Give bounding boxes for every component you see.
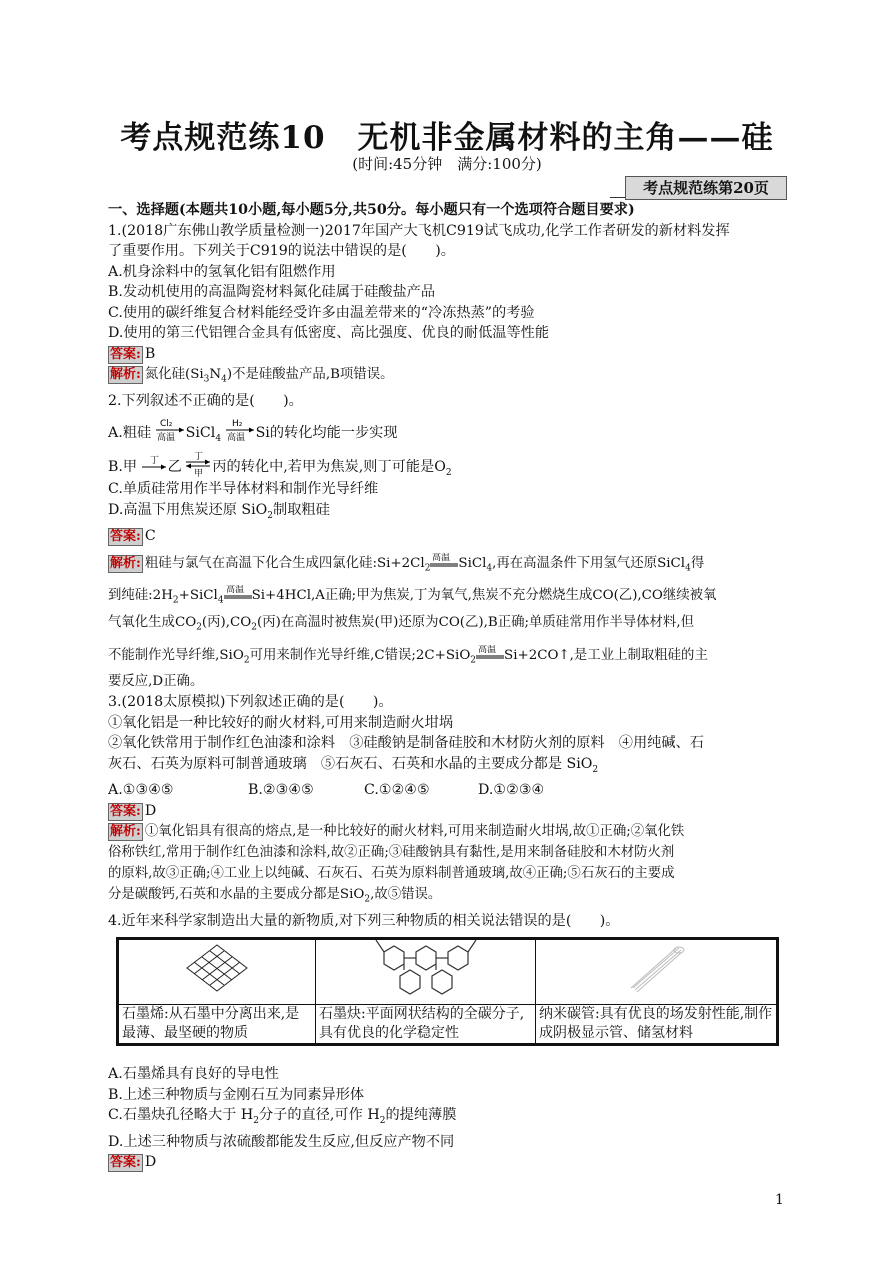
tag-underline [610,197,626,198]
svg-text:丁: 丁 [149,456,159,467]
reaction-arrow-icon [156,419,186,443]
q3-option-c: C.①②④⑤ [364,782,430,799]
answer-label: 答案: [110,346,141,362]
answer-label: 答案: [110,529,141,544]
q4-answer: 答案: D [110,1154,157,1171]
q2-stem: 2.下列叙述不正确的是( )。 [108,392,303,409]
q3-explanation: 解析: ①氧化铝具有很高的熔点,是一种比较好的耐火材料,可用来制造耐火坩埚,故①正确;②氧化铁 俗称铁红,常用于制作红色油漆和涂料,故②正确;③硅酸钠具有黏性,是用来制备硅胶和木材防火剂 的原料,故③正确;④工业上以纯碱、石灰石、石英为原料制普通玻璃,故④正确;⑤石灰石的主要成 分是碳酸钙,石英和水晶的主要成分都是SiO$_2$,故⑤错误。 [108,824,685,905]
q1-option-d: D.使用的第三代铝锂合金具有低密度、高比强度、优良的耐低温等性能 [108,325,550,341]
q4-option-d: D.上述三种物质与浓硫酸都能发生反应,但反应产物不同 [108,1133,455,1150]
svg-text:高温: 高温 [225,585,244,596]
svg-text:H₂: H₂ [231,419,242,430]
graphyne-icon [374,940,478,998]
page-tag: 考点规范练第20页 [625,176,787,200]
q4-option-b: B.上述三种物质与金刚石互为同素异形体 [108,1086,365,1103]
q2-answer: 答案: C [110,528,156,544]
q1-option-c: C.使用的碳纤维复合材料能经受许多由温差带来的“冷冻热蒸”的考验 [108,304,535,321]
q3-statement-1: ①氧化铝是一种比较好的耐火材料,可用来制造耐火坩埚 [108,714,454,731]
q2-option-d: D.高温下用焦炭还原 SiO$_2$制取粗硅 [108,501,330,521]
page-subtitle: (时间:45分钟 满分:100分) [352,155,542,173]
q4-stem: 4.近年来科学家制造出大量的新物质,对下列三种物质的相关说法错误的是( )。 [108,912,620,929]
svg-text:甲: 甲 [194,469,204,478]
svg-text:高温: 高温 [432,552,451,563]
svg-text:高温: 高温 [226,433,245,444]
graphyne-image [316,939,536,1005]
reaction-arrow-icon [142,455,168,475]
q1-option-a: A.机身涂料中的氢氧化铝有阻燃作用 [108,263,336,280]
q2-option-a: A.粗硅 Cl₂ 高温 SiCl$_4$ H₂ 高温 Si的转化均能一步实现 [108,419,398,444]
q3-stem: 3.(2018太原模拟)下列叙述正确的是( )。 [108,694,393,711]
q1-option-b: B.发动机使用的高温陶瓷材料氮化硅属于硅酸盐产品 [108,284,436,300]
svg-text:高温: 高温 [156,433,175,444]
page-title: 考点规范练10 无机非金属材料的主角——硅 [120,120,774,156]
reaction-arrow-icon [226,419,256,443]
answer-label: 答案: [110,803,141,819]
nanotube-icon [621,940,691,996]
graphene-image [118,939,316,1005]
q1-explanation: 解析: 氮化硅$(Si_3N_4)$不是硅酸盐产品,B项错误。 [110,367,394,385]
svg-text:高温: 高温 [478,644,497,655]
explain-label: 解析: [110,824,141,840]
explain-label: 解析: [110,555,141,571]
page-number: 1 [775,1192,784,1208]
svg-text:Cl₂: Cl₂ [159,419,173,430]
table-cell: 纳米碳管:具有优良的场发射性能,制作成阴极显示管、储氢材料 [536,1005,778,1045]
reversible-arrow-icon [186,451,212,477]
q3-option-a: A.①③④⑤ [108,782,174,799]
q3-option-d: D.①②③④ [478,782,545,799]
q3-statement-2: ②氧化铁常用于制作红色油漆和涂料 ③硅酸钠是制备硅胶和木材防火剂的原料 ④用纯碱、石 [108,735,704,752]
q1-stem-2: 了重要作用。下列关于C919的说法中错误的是( )。 [108,243,455,259]
content [108,200,788,1173]
q1-answer-value: B [144,345,156,362]
q1-answer [108,344,788,365]
nanotube-image [536,939,778,1005]
q2-option-c: C.单质硅常用作半导体材料和制作光导纤维 [108,481,379,498]
q2-explanation: 解析: 粗硅与氯气在高温下化合生成四氯化硅$:Si+2Cl_2$ 高温 SiCl$_4$,再在高温条件下用氢气还原SiCl$_4$得 到纯硅$:2H_2+SiCl_4$ 高温 Si+4HCl,A正确;甲为焦炭,丁为氧气,焦炭不充分燃烧生成CO(乙),CO继续被氧 气氧化生成$CO_2$(丙)$,CO_2$(丙)在高温时被焦炭(甲)还原为CO(乙),B正确;单质硅常用作半导体材料,但 不能制作光导纤维,SiO$_2$可用来制作光导纤维,C错误;2C+SiO$_2$ 高温 Si+2CO↑,是工业上制取粗硅的主 要反应,D正确。 [108,552,717,690]
q3-answer: 答案: D [110,802,157,819]
q3-option-b: B.②③④⑤ [248,782,314,799]
q3-options [108,780,788,801]
svg-text:丁: 丁 [194,452,204,463]
q2-option-b: B.甲 丁 乙 丁 甲 丙的转化中,若甲为焦炭,则丁可能是$O_2$ [108,452,452,478]
q1-stem-1: 1.(2018广东佛山教学质量检测一)2017年国产大飞机C919试飞成功,化学工作者研发的新材料发挥 [108,222,730,239]
materials-table [116,937,779,1046]
table-cell: 石墨烯:从石墨中分离出来,是最薄、最坚硬的物质 [118,1005,316,1045]
q4-option-c: C.石墨炔孔径略大于 $H_2$分子的直径,可作 $H_2$的提纯薄膜 [108,1107,457,1127]
explain-label: 解析: [110,367,141,382]
q4-option-a: A.石墨烯具有良好的导电性 [108,1066,279,1083]
table-cell: 石墨炔:平面网状结构的全碳分子,具有优良的化学稳定性 [316,1005,536,1045]
section-heading: 一、选择题(本题共10小题,每小题5分,共50分。每小题只有一个选项符合题目要求) [108,202,635,218]
q3-statement-3: 灰石、石英为原料可制普通玻璃 ⑤石灰石、石英和水晶的主要成分都是 SiO$_2$ [108,755,599,775]
graphene-icon [182,940,252,996]
answer-label: 答案: [110,1155,141,1171]
